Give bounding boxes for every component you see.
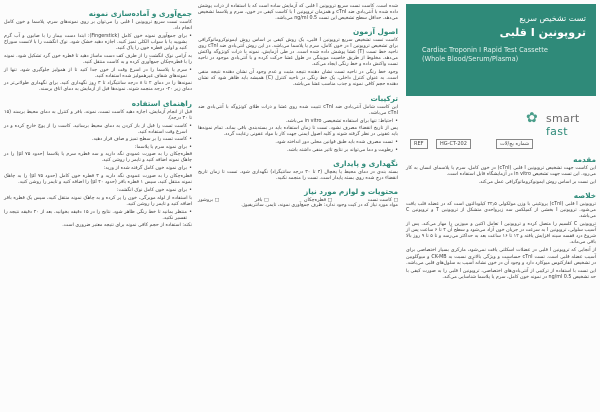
paragraph: این کاست جهت تشخیص تروپونین I قلبی (cTnI) در خون کامل، سرم یا پلاسمای انسان به کار می‌رود. این تست جهت تشخیص in vitro در آزمایشگاه قابل استفاده است.	[406, 166, 596, 178]
batch-label: شماره بچ/لات	[496, 139, 533, 149]
material-item: □ بافر	[254, 197, 269, 203]
section-heading: مقدمه	[573, 155, 596, 164]
paragraph: تروپونین I قلبی (cTnI) پروتئینی با وزن مولکولی ۲۲٫۵ کیلودالتون است که در عضله قلب یافت می‌شود. تروپونین I بخشی از کمپلکس سه زیرواحدی متشکل از تروپونین T و تروپونین C می‌باشد.	[406, 202, 596, 220]
subtitle-line-2: (Whole Blood/Serum/Plasma)	[422, 55, 519, 63]
section-heading: اصول آزمون	[352, 27, 398, 37]
logo-icon: ✿	[526, 110, 538, 126]
ref-label: REF	[410, 139, 428, 149]
section-heading: جمع‌آوری و آماده‌سازی نمونه	[88, 9, 192, 18]
paragraph: این تست بر اساس روش ایمونوکروماتوگرافی عمل می‌کند.	[478, 180, 596, 186]
subtitle-line-1: Cardiac Troponin I Rapid Test Cassette	[422, 46, 548, 54]
bullet-item: • منتظر بمانید تا خط رنگی ظاهر شود. نتایج را در ۱۵ دقیقه بخوانید. بعد از ۲۰ دقیقه نتیجه را تفسیر نکنید.	[4, 210, 192, 222]
paragraph: کاست تست تشخیص سریع تروپونین I قلبی، یک روش کیفی بر اساس روش ایمونوکروماتوگرافی برای تشخیص تروپونین I در خون کامل، سرم یا پلاسما می‌باشد. در این روش آنتی‌بادی ضد cTnI روی ناحیه خط تست (T) غشا پوشش داده شده است. در طی آزمایش، نمونه با ذرات کونژوگه واکنش می‌دهد. مخلوط از طریق خاصیت مویینگی در طول غشا حرکت کرده و با آنتی‌بادی موجود در ناحیه تست واکنش داده و خط رنگی ایجاد می‌کند.	[198, 38, 398, 68]
brand-name: smart fast	[546, 112, 580, 138]
bullet-item: • برای نمونه خون کامل نوک انگشت:	[4, 188, 192, 194]
paragraph: نمونه‌ها را در دمای ۲ تا ۸ درجه سانتیگراد تا ۳ روز نگهداری کنید. برای نگهداری طولانی‌تر در دمای زیر ۲۰- درجه منجمد شوند. نمونه‌ها قبل از آزمایش به دمای اتاق برسند.	[4, 81, 192, 93]
bullet-item: • برای نمونه خون کامل گرفته شده از ورید:	[4, 166, 192, 172]
paragraph: از آنجایی که تروپونین I قلبی در عضلات اسکلتی یافت نمی‌شود، مارکری بسیار اختصاصی برای آسیب عضله قلبی است. تست cTnI حساسیت و ویژگی بالاتری نسبت به CK-MB و میوگلوبین در تشخیص انفارکتوس میوکارد دارد و وجود آن در خون نشانه آسیب به سلول‌های قلبی می‌باشد.	[406, 248, 596, 266]
brand-logo	[406, 100, 596, 138]
product-meta	[406, 138, 596, 149]
paragraph: کاست تست سریع تروپونین I قلبی را می‌توان بر روی نمونه‌های سرم، پلاسما و خون کامل انجام داد.	[4, 20, 192, 32]
title-line-2: تروپونین I قلبی	[499, 26, 586, 39]
section-heading: ترکیبات	[370, 93, 398, 103]
section-heading: راهنمای استفاده	[131, 98, 192, 108]
column-left	[4, 4, 192, 231]
column-right	[406, 150, 596, 283]
paragraph: نکته: استفاده از حجم کافی نمونه برای نتیجه معتبر ضروری است.	[62, 223, 192, 229]
section-heading: خلاصه	[573, 191, 596, 201]
paragraph: شده است. کاست تست سریع تروپونین I قلبی که آزمایش ساده است که با استفاده از ذرات پوشش داده شده با آنتی‌بادی ضد cTnI و همزمان تروپونین I با کاست کیفی در خون، سرم و پلاسما تشخیص می‌دهد. حداقل سطح تشخیص این تست 0.5 ng/ml می‌باشد.	[198, 4, 398, 22]
paragraph: قطره‌چکان را به صورت عمودی نگه دارید و سه قطره سرم یا پلاسما (حدود ۷۵ μl) را در چاهک نمونه اضافه کنید و تایمر را روشن کنید.	[4, 152, 192, 164]
material-item: □ کاست تست	[367, 197, 398, 203]
column-middle	[198, 4, 398, 211]
ref-value: HG-CT-202	[436, 139, 471, 149]
paragraph: وجود خط رنگی در ناحیه تست نشان دهنده نتیجه مثبت و عدم وجود آن نشان دهنده نتیجه منفی است. به عنوان کنترل داخلی، یک خط رنگی در ناحیه کنترل (C) همیشه باید ظاهر شود که نشان دهنده حجم کافی نمونه و جذب مناسب غشا می‌باشد.	[198, 70, 398, 88]
english-subtitle	[422, 46, 548, 64]
paragraph: تروپونین C کلسیم را متصل کرده و تروپونین I تعامل اکتین و میوزین را مهار می‌کند. پس از آسیب سلولی، تروپونین I به سرعت در جریان خون آزاد می‌شود و سطح آن ۴ تا ۶ ساعت پس از شروع درد قفسه سینه افزایش یافته و ۱۲ تا ۱۶ ساعت بعد به حداکثر می‌رسد و تا ۵ تا ۹ روز بالا باقی می‌ماند.	[406, 222, 597, 246]
material-item: □ قطره‌چکان	[304, 197, 333, 203]
section-heading: محتویات و لوازم مورد نیاز	[304, 186, 398, 196]
section-heading: نگهداری و پایداری	[333, 158, 398, 168]
paragraph: به آرامی نوک انگشت را از طرف کف دست ماساژ دهید تا قطره خون گرد تشکیل شود. نمونه را با قطره‌چکان جمع‌آوری کرده و به کاست منتقل کنید.	[4, 53, 192, 65]
paragraph: این کاست شامل آنتی‌بادی ضد cTnI تثبیت شده روی غشا و ذرات طلای کونژوگه با آنتی‌بادی ضد cTnI می‌باشد.	[198, 104, 398, 116]
material-item: □ بروشور	[198, 197, 220, 203]
paragraph: قبل از انجام آزمایش، اجازه دهید کاست تست، نمونه، بافر و کنترل به دمای محیط برسند (۱۵ تا ۳۰ درجه).	[4, 109, 192, 121]
title-line-1: تست تشخیص سریع	[519, 14, 586, 23]
title-banner	[406, 4, 596, 96]
paragraph: این تست با استفاده از ترکیبی از آنتی‌بادی‌های اختصاصی، تروپونین I قلبی را به صورت کیفی با حد تشخیص 0.5 ng/ml در نمونه خون کامل، سرم یا پلاسما شناسایی می‌کند.	[406, 268, 596, 280]
bullet-item: • احتیاط: تنها برای استفاده تشخیصی in vitro می‌باشد.	[198, 119, 398, 125]
paragraph: قطره‌چکان را به صورت عمودی نگه دارید و ۳ قطره خون کامل (حدود ۷۵ μl) را به چاهک نمونه منتقل کنید، سپس ۱ قطره بافر (حدود ۴۰ μl) را اضافه کنید و تایمر را روشن کنید.	[4, 173, 193, 185]
bullet-item: • کاست تست را بر سطح تمیز و صاف قرار دهید.	[4, 137, 192, 143]
bullet-item: • تست مصرف شده باید طبق قوانین محلی دور انداخته شود.	[198, 140, 398, 146]
bullet-item: • برای نمونه سرم یا پلاسما:	[4, 145, 192, 151]
bullet-item: • کاست تست را قبل از باز کردن به دمای محیط برسانید. کاست را از پوچ خارج کرده و در اسرع وقت استفاده کنید.	[4, 124, 192, 136]
paragraph: بسته بندی در دمای محیط یا یخچال (۴ تا ۳۰ درجه سانتیگراد) نگهداری شود. تست تا زمان تاریخ انقضاء درج شده روی بسته پایدار است. تست را منجمد نکنید.	[198, 169, 398, 181]
bullet-item: • برای جمع‌آوری نمونه خون کامل (Fingerstick): ابتدا دست بیمار را با صابون و آب گرم بشویید یا با سواب الکلی تمیز کنید. اجازه دهید خشک شود. نوک انگشت را با لانست سوراخ کنید و اولین قطره خون را پاک کنید.	[4, 34, 192, 52]
bullet-item: • سرم یا پلاسما را در اسرع وقت از خون جدا کنید تا از همولیز جلوگیری شود. تنها از نمونه‌های شفاف غیرهمولیز شده استفاده کنید.	[4, 68, 192, 80]
bullet-item: • رطوبت و دما می‌تواند بر نتایج تاثیر منفی داشته باشد.	[198, 148, 398, 154]
paragraph: مواد مورد نیاز که در کیت وجود ندارد: ظرف جمع‌آوری نمونه، تایمر، سانتریفیوژ.	[241, 202, 398, 208]
paragraph: با استفاده از لوله مویرگی، خون را پر کرده و به چاهک نمونه منتقل کنید، سپس یک قطره بافر اضافه کنید و تایمر را روشن کنید.	[4, 195, 192, 207]
paragraph: پس از تاریخ انقضاء مصرف نشود. تست تا زمان استفاده باید در بسته‌بندی باقی بماند. تمام نمونه‌ها باید عفونی در نظر گرفته شوند و کلیه اصول ایمنی جهت کار با مواد عفونی رعایت گردد.	[198, 126, 398, 138]
